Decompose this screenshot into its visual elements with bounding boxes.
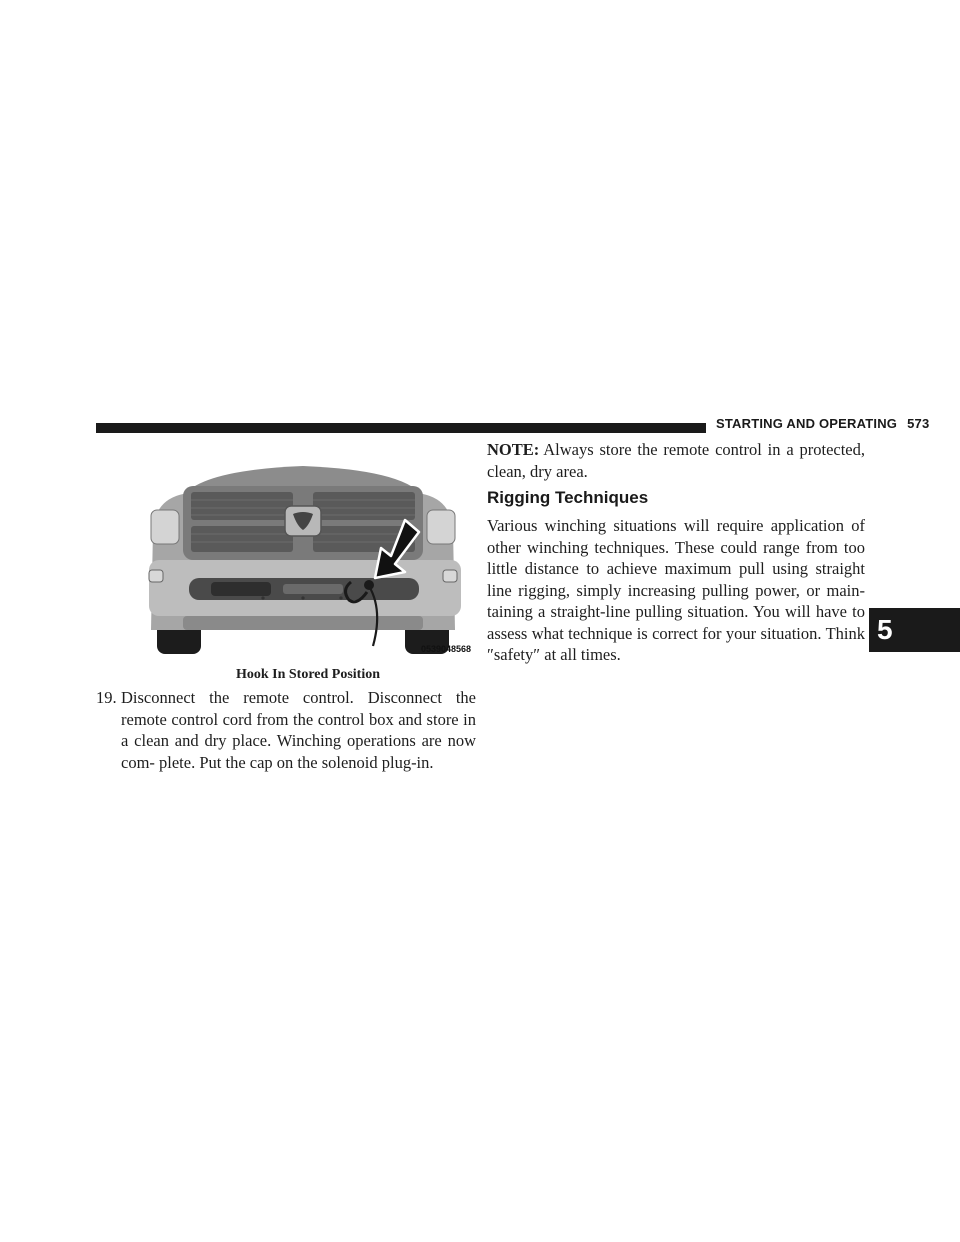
header-rule xyxy=(96,423,706,433)
step-number: 19. xyxy=(96,688,117,707)
step-text: Disconnect the remote control. Disconnect the remote control cord from the control box and store in a clean and dry place. Winching operations are now com- plete. Put the cap on the solenoid plug-in. xyxy=(121,688,476,772)
section-body: Various winching situations will require application of other winching techniques. These could range from too little distance to achieve maximum pull using straight line rigging, simply increasing pulling power, or main- taining a straight-line pulling situation. You will have to assess what technique is correct for your situation. Think ″safety″ at all times. xyxy=(487,516,865,664)
running-header xyxy=(716,416,929,431)
header-section-title: STARTING AND OPERATING xyxy=(716,416,898,431)
page-number: 573 xyxy=(907,416,930,431)
step-19 xyxy=(96,687,476,773)
note-label: NOTE: xyxy=(487,440,540,459)
note-paragraph xyxy=(487,439,865,482)
chapter-tab: 5 xyxy=(869,608,960,652)
section-heading: Rigging Techniques xyxy=(487,488,649,507)
figure-code: 0539048568 xyxy=(420,644,471,654)
truck-front-figure xyxy=(143,460,473,658)
arrow-icon xyxy=(143,460,473,658)
figure-caption: Hook In Stored Position xyxy=(235,667,381,682)
note-text: Always store the remote control in a protected, clean, dry area. xyxy=(487,440,865,481)
